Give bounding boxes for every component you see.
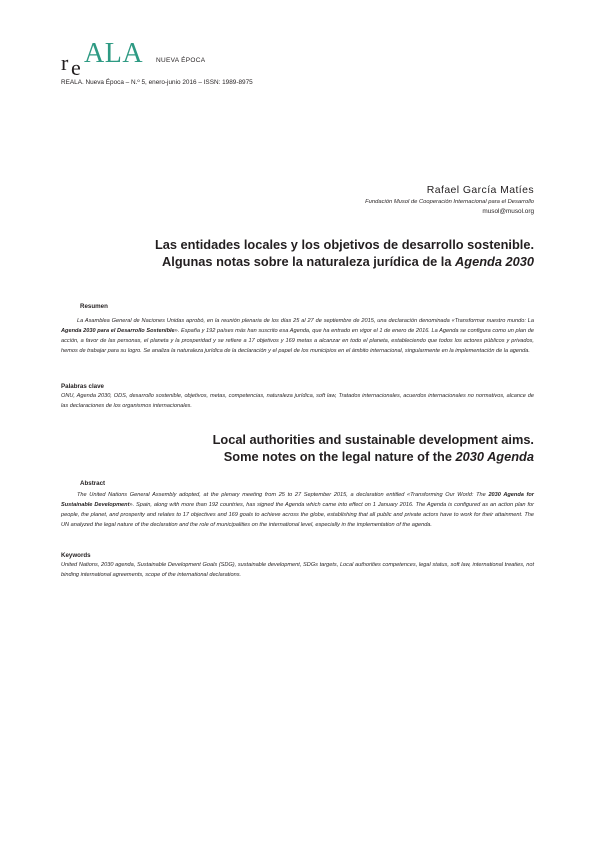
palabras-clave-heading: Palabras clave (61, 383, 105, 390)
resumen-text: La Asamblea General de Naciones Unidas aprobó, en la reunión plenaria de los días 25 al 27 de septiembre de 2015, una declaración denominada «Transformar nuestro mundo: La Agenda 2030 para el Desarrollo Sostenible». España y 192 países más han suscrito esa Agenda, que ha entrado en vigor el 1 de enero de 2016. La Agenda se configura como un plan de acción, a favor de las personas, el planeta y la prosperidad y se refiere a 17 objetivos y 169 metas a alcanzar en todo el planeta, estableciendo que todos los actores públicos y privados, hemos de trabajar para su logro. Se analiza la naturaleza jurídica de la declaración y el papel de los municipios en el ámbito internacional, singularmente en la implementación de la agenda. (61, 318, 534, 354)
title-english-line2: Some notes on the legal nature of the 2030 Agenda (223, 449, 534, 464)
palabras-clave-text: ONU, Agenda 2030, ODS, desarrollo sostenible, objetivos, metas, competencias, naturaleza jurídica, soft law, Tratados internacionales, acuerdos internacionales no normativos, alcance de las declaraciones de los organismos internacionales. (61, 393, 534, 409)
title-spanish-emphasis: Agenda 2030 (455, 254, 534, 269)
title-spanish (155, 236, 534, 270)
author-email: musol@musol.org (482, 208, 534, 215)
running-head: REALA. Nueva Época – N.º 5, enero-junio 2016 – ISSN: 1989-8975 (61, 79, 253, 86)
keywords-heading: Keywords (61, 552, 91, 559)
logo-ala: ALA (84, 38, 144, 69)
logo-nueva-epoca: NUEVA ÉPOCA (156, 57, 206, 64)
title-english (213, 431, 534, 465)
title-english-line1: Local authorities and sustainable development aims. (212, 432, 534, 447)
logo-letter-e: e (71, 55, 81, 80)
abstract-text: The United Nations General Assembly adopted, at the plenary meeting from 25 to 27 September 2015, a declaration entitled «Transforming Our World: The 2030 Agenda for Sustainable Development». Spain, along with more than 192 countries, has signed the Agenda which came into effect on 1 January 2016. The Agenda is configured as an action plan for people, the planet, and prosperity and relates to 17 objectives and 169 goals to achieve across the globe, establishing that all public and private actors have to work for their attainment. The UN analyzed the legal nature of the declaration and the role of municipalities on the international level, especially in the implementation of the agenda. (61, 492, 535, 528)
keywords-text: United Nations, 2030 agenda, Sustainable Development Goals (SDG), sustainable development, SDGs targets, Local authorities competences, legal status, soft law, international treaties, not binding international agreements, scope of the international declarations. (61, 562, 534, 578)
logo-letter-r: r (61, 50, 69, 75)
title-spanish-line1: Las entidades locales y los objetivos de desarrollo sostenible. (154, 237, 534, 252)
abstract-heading: Abstract (80, 480, 106, 487)
resumen-heading: Resumen (80, 303, 108, 310)
title-spanish-line2: Algunas notas sobre la naturaleza jurídica de la Agenda 2030 (162, 254, 534, 269)
author-block (365, 183, 534, 217)
author-affiliation: Fundación Musol de Cooperación Internacional para el Desarrollo (365, 199, 534, 205)
author-name: Rafael García Matíes (426, 184, 534, 196)
title-english-emphasis: 2030 Agenda (455, 449, 534, 464)
